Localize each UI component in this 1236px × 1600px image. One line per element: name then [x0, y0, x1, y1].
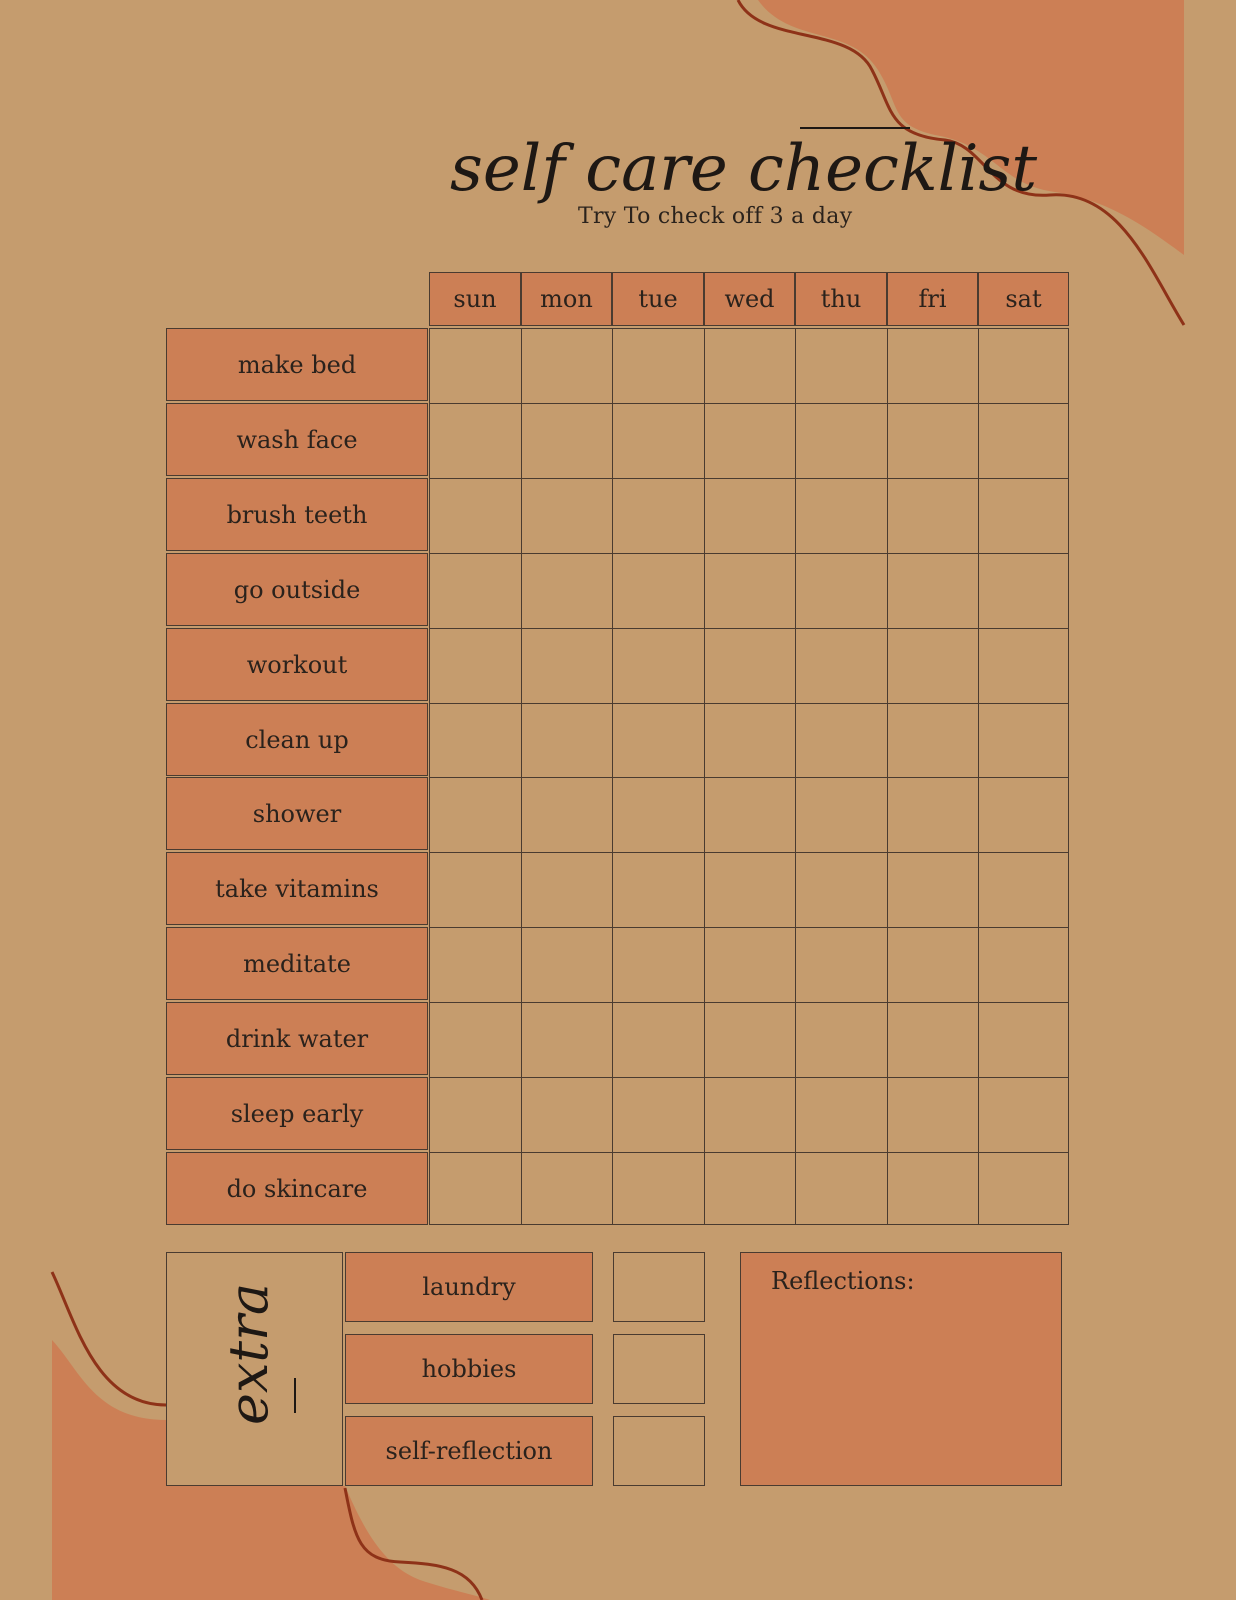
extra-checkbox-hobbies[interactable]	[613, 1334, 705, 1404]
extra-checkbox-laundry[interactable]	[613, 1252, 705, 1322]
day-header-fri: fri	[887, 272, 978, 326]
page-subtitle: Try To check off 3 a day	[578, 204, 853, 229]
extra-item-self-reflection: self-reflection	[345, 1416, 593, 1486]
day-header-tue: tue	[612, 272, 704, 326]
reflections-box[interactable]	[740, 1252, 1062, 1486]
day-header-mon: mon	[521, 272, 612, 326]
extra-section	[166, 1252, 343, 1486]
task-go-outside: go outside	[166, 553, 428, 626]
task-workout: workout	[166, 628, 428, 701]
day-header-wed: wed	[704, 272, 795, 326]
extra-item-hobbies: hobbies	[345, 1334, 593, 1404]
reflections-label: Reflections:	[771, 1267, 915, 1295]
task-make-bed: make bed	[166, 328, 428, 401]
task-brush-teeth: brush teeth	[166, 478, 428, 551]
task-take-vitamins: take vitamins	[166, 852, 428, 925]
extra-checkbox-self-reflection[interactable]	[613, 1416, 705, 1486]
task-sleep-early: sleep early	[166, 1077, 428, 1150]
task-wash-face: wash face	[166, 403, 428, 476]
extra-label-script	[167, 1253, 344, 1487]
task-meditate: meditate	[166, 927, 428, 1000]
task-clean-up: clean up	[166, 703, 428, 776]
checkbox-grid[interactable]	[429, 328, 1069, 1225]
extra-label: extra	[217, 1282, 280, 1425]
task-shower: shower	[166, 777, 428, 850]
day-header-thu: thu	[795, 272, 887, 326]
page-title: self care checklist	[450, 132, 1038, 206]
day-header-sat: sat	[978, 272, 1069, 326]
extra-item-laundry: laundry	[345, 1252, 593, 1322]
task-do-skincare: do skincare	[166, 1152, 428, 1225]
day-header-sun: sun	[429, 272, 521, 326]
task-drink-water: drink water	[166, 1002, 428, 1075]
